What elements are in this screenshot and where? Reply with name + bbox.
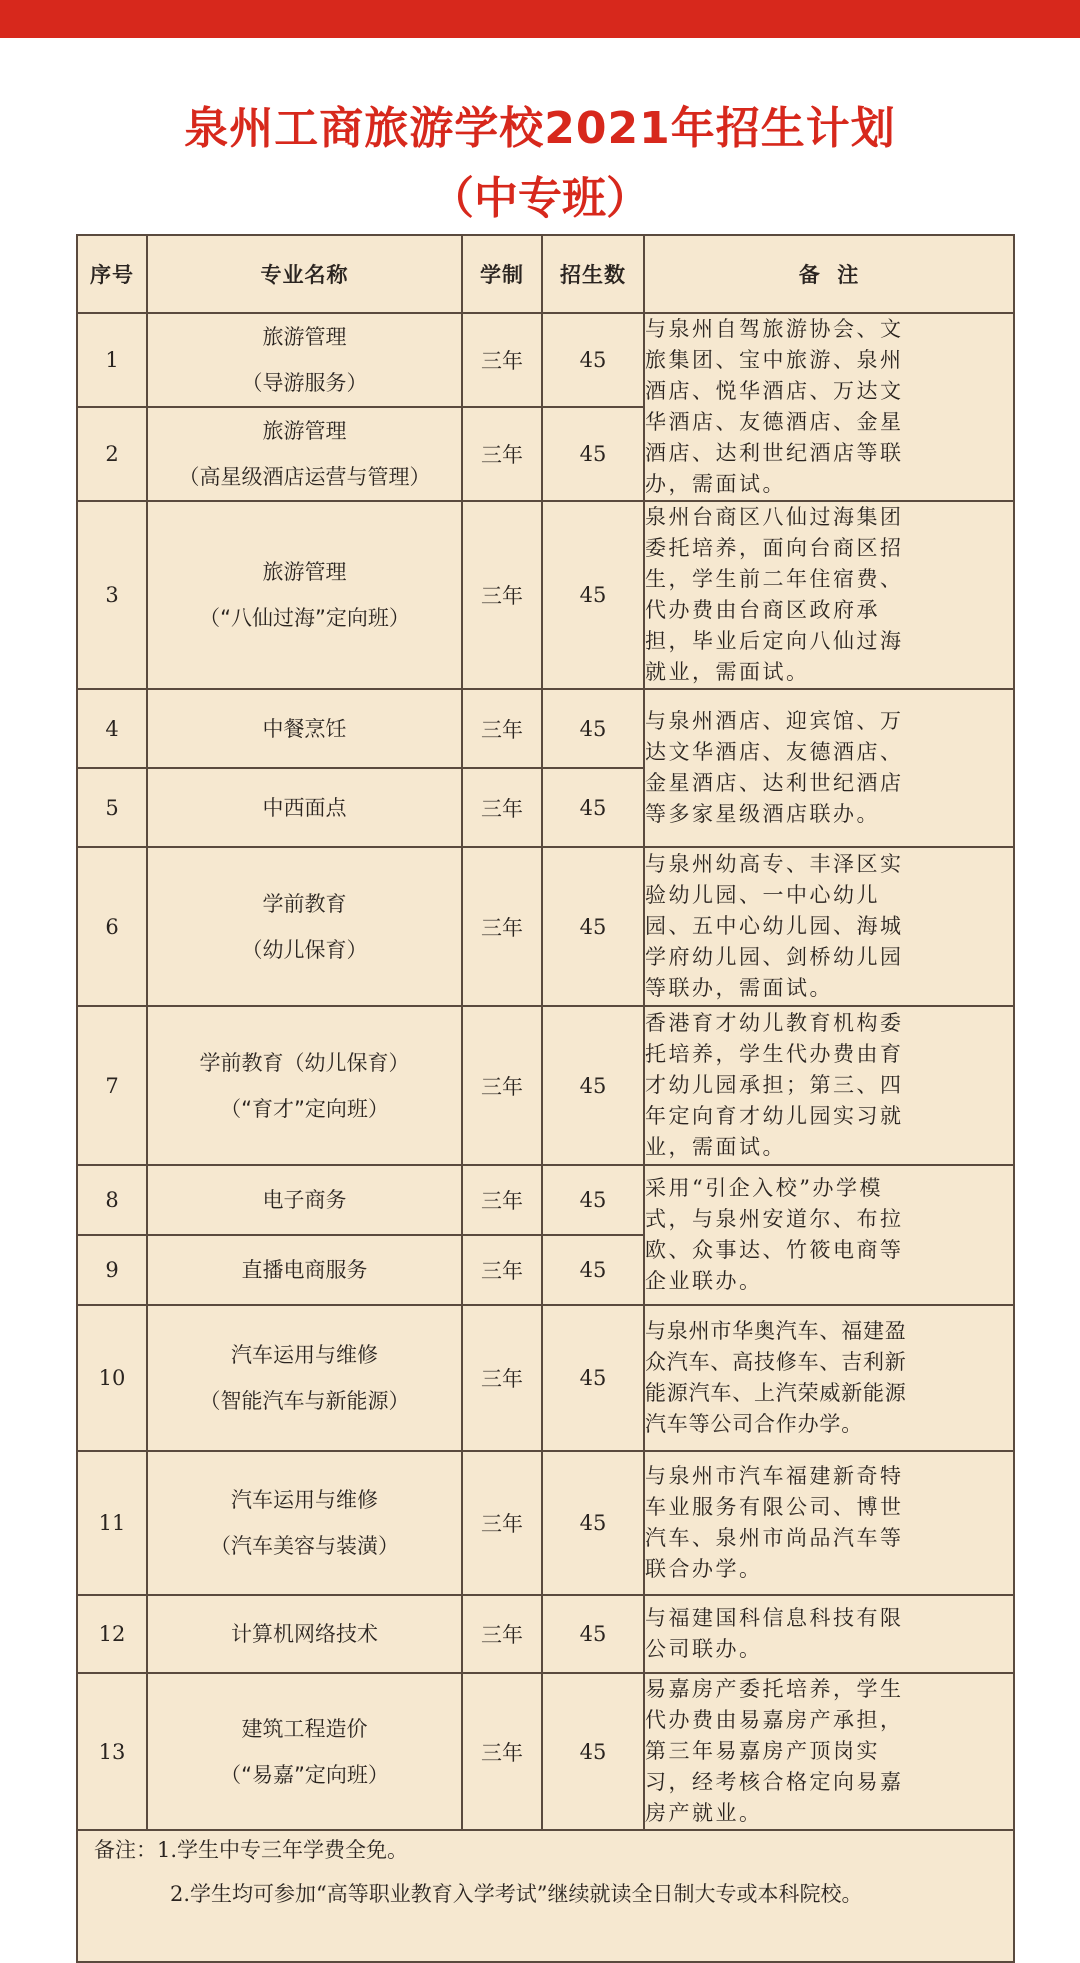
- major-name: 建筑工程造价: [241, 1716, 368, 1741]
- note-line: 联合办学。: [645, 1557, 763, 1581]
- note-line: 与泉州市华奥汽车、福建盈: [645, 1319, 907, 1343]
- table-row: [77, 1305, 1014, 1451]
- row-no: 4: [77, 689, 147, 768]
- row-count: 45: [542, 689, 644, 768]
- note-line: 业，需面试。: [645, 1135, 786, 1159]
- row-name: [147, 1235, 462, 1305]
- row-count: 45: [542, 1595, 644, 1673]
- row-name: [147, 1595, 462, 1673]
- page-subtitle: （中专班）: [430, 173, 650, 224]
- row-years: 三年: [462, 1595, 542, 1673]
- note-line: 担，毕业后定向八仙过海: [645, 629, 904, 653]
- major-name: 汽车运用与维修: [231, 1343, 378, 1367]
- row-count: 45: [542, 313, 644, 407]
- major-name: 旅游管理: [262, 560, 347, 584]
- major-name: 电子商务: [262, 1188, 347, 1212]
- enrollment-table: [76, 234, 1015, 1963]
- table-row: [77, 501, 1014, 689]
- row-years: 三年: [462, 1451, 542, 1595]
- major-direction: （“育才”定向班）: [220, 1096, 389, 1121]
- note-line: 金星酒店、达利世纪酒店: [645, 771, 904, 795]
- row-note: [644, 1006, 1014, 1165]
- note-line: 学府幼儿园、剑桥幼儿园: [645, 945, 904, 969]
- row-years: 三年: [462, 1305, 542, 1451]
- col-header-years: 学制: [462, 235, 542, 313]
- major-name: 旅游管理: [262, 325, 347, 349]
- note-line: 等联办，需面试。: [645, 976, 833, 1000]
- row-no: 12: [77, 1595, 147, 1673]
- table-row: [77, 1165, 1014, 1235]
- row-count: 45: [542, 1235, 644, 1305]
- note-line: 汽车、泉州市尚品汽车等: [645, 1526, 904, 1550]
- row-note: [644, 1305, 1014, 1451]
- note-line: 与泉州酒店、迎宾馆、万: [645, 709, 904, 733]
- row-no: 9: [77, 1235, 147, 1305]
- row-years: 三年: [462, 1006, 542, 1165]
- footnote-1: 备注：1.学生中专三年学费全免。: [94, 1838, 409, 1862]
- major-direction: （“八仙过海”定向班）: [199, 606, 410, 630]
- table-row: [77, 847, 1014, 1006]
- major-direction: （智能汽车与新能源）: [199, 1389, 410, 1413]
- table-row: [77, 689, 1014, 768]
- row-no: 6: [77, 847, 147, 1006]
- row-name: [147, 407, 462, 501]
- row-name: [147, 689, 462, 768]
- note-line: 第三年易嘉房产顶岗实: [645, 1739, 880, 1763]
- note-line: 生，学生前二年住宿费、: [645, 567, 904, 591]
- table-row: [77, 1451, 1014, 1595]
- major-name: 中西面点: [262, 795, 347, 820]
- note-line: 欧、众事达、竹筱电商等: [645, 1238, 904, 1262]
- note-line: 香港育才幼儿教育机构委: [645, 1011, 904, 1035]
- row-note: [644, 501, 1014, 689]
- row-note: [644, 847, 1014, 1006]
- row-name: [147, 768, 462, 847]
- row-years: 三年: [462, 689, 542, 768]
- table-row: [77, 1006, 1014, 1165]
- row-note: [644, 1673, 1014, 1830]
- row-count: 45: [542, 847, 644, 1006]
- table-header-row: [77, 235, 1014, 313]
- note-line: 汽车等公司合作办学。: [645, 1412, 863, 1436]
- table-row: [77, 313, 1014, 407]
- col-header-count: 招生数: [542, 235, 644, 313]
- major-direction: （汽车美容与装潢）: [210, 1534, 399, 1558]
- top-red-bar: [0, 0, 1080, 38]
- row-note: [644, 313, 1014, 501]
- note-line: 达文华酒店、友德酒店、: [645, 740, 904, 764]
- major-name: 学前教育（幼儿保育）: [199, 1050, 410, 1075]
- row-count: 45: [542, 768, 644, 847]
- major-name: 汽车运用与维修: [231, 1488, 378, 1512]
- row-years: 三年: [462, 847, 542, 1006]
- row-no: 11: [77, 1451, 147, 1595]
- note-line: 车业服务有限公司、博世: [645, 1495, 904, 1519]
- note-line: 旅集团、宝中旅游、泉州: [645, 348, 904, 372]
- row-count: 45: [542, 1673, 644, 1830]
- major-name: 计算机网络技术: [231, 1622, 378, 1646]
- note-line: 与泉州市汽车福建新奇特: [645, 1464, 904, 1488]
- major-direction: （幼儿保育）: [241, 937, 368, 962]
- note-line: 易嘉房产委托培养，学生: [645, 1677, 904, 1701]
- note-line: 房产就业。: [645, 1801, 763, 1825]
- row-count: 45: [542, 407, 644, 501]
- row-years: 三年: [462, 407, 542, 501]
- row-no: 5: [77, 768, 147, 847]
- note-line: 泉州台商区八仙过海集团: [645, 505, 904, 529]
- row-name: [147, 1451, 462, 1595]
- table-row: [77, 1673, 1014, 1830]
- row-name: [147, 847, 462, 1006]
- note-line: 采用“引企入校”办学模: [645, 1176, 883, 1200]
- row-count: 45: [542, 1006, 644, 1165]
- row-note: [644, 1165, 1014, 1305]
- row-name: [147, 1006, 462, 1165]
- note-line: 年定向育才幼儿园实习就: [645, 1104, 904, 1128]
- note-line: 办，需面试。: [645, 472, 786, 496]
- row-no: 3: [77, 501, 147, 689]
- row-years: 三年: [462, 768, 542, 847]
- row-count: 45: [542, 1305, 644, 1451]
- row-no: 1: [77, 313, 147, 407]
- row-count: 45: [542, 1451, 644, 1595]
- row-years: 三年: [462, 1235, 542, 1305]
- note-line: 华酒店、友德酒店、金星: [645, 410, 904, 434]
- note-line: 众汽车、高技修车、吉利新: [645, 1350, 907, 1374]
- row-no: 8: [77, 1165, 147, 1235]
- row-count: 45: [542, 1165, 644, 1235]
- col-header-no: 序号: [77, 235, 147, 313]
- note-line: 与福建国科信息科技有限: [645, 1606, 904, 1630]
- note-line: 代办费由易嘉房产承担，: [645, 1708, 904, 1732]
- major-name: 旅游管理: [262, 419, 347, 443]
- note-line: 习，经考核合格定向易嘉: [645, 1770, 904, 1794]
- row-name: [147, 1165, 462, 1235]
- major-name: 中餐烹饪: [262, 716, 347, 741]
- note-line: 能源汽车、上汽荣威新能源: [645, 1381, 907, 1405]
- row-name: [147, 313, 462, 407]
- row-note: [644, 1451, 1014, 1595]
- major-direction: （高星级酒店运营与管理）: [178, 465, 431, 489]
- note-line: 委托培养，面向台商区招: [645, 536, 904, 560]
- note-line: 酒店、达利世纪酒店等联: [645, 441, 904, 465]
- note-line: 企业联办。: [645, 1269, 763, 1293]
- note-line: 才幼儿园承担；第三、四: [645, 1073, 904, 1097]
- row-years: 三年: [462, 1673, 542, 1830]
- note-line: 园、五中心幼儿园、海城: [645, 914, 904, 938]
- note-line: 与泉州自驾旅游协会、文: [645, 317, 904, 341]
- note-line: 等多家星级酒店联办。: [645, 802, 880, 826]
- row-no: 2: [77, 407, 147, 501]
- note-line: 代办费由台商区政府承: [645, 598, 880, 622]
- row-no: 7: [77, 1006, 147, 1165]
- row-years: 三年: [462, 1165, 542, 1235]
- row-name: [147, 501, 462, 689]
- row-no: 10: [77, 1305, 147, 1451]
- row-name: [147, 1305, 462, 1451]
- note-line: 验幼儿园、一中心幼儿: [645, 883, 880, 907]
- major-direction: （导游服务）: [241, 371, 368, 395]
- major-direction: （“易嘉”定向班）: [220, 1762, 389, 1787]
- major-name: 直播电商服务: [241, 1258, 368, 1282]
- note-line: 酒店、悦华酒店、万达文: [645, 379, 904, 403]
- row-name: [147, 1673, 462, 1830]
- row-years: 三年: [462, 313, 542, 407]
- footnote-2: 2.学生均可参加“高等职业教育入学考试”继续就读全日制大专或本科院校。: [170, 1882, 863, 1906]
- note-line: 托培养，学生代办费由育: [645, 1042, 904, 1066]
- table-row: [77, 1595, 1014, 1673]
- col-header-note: 备 注: [644, 235, 1014, 313]
- page-title: 泉州工商旅游学校2021年招生计划: [184, 103, 896, 154]
- col-header-name: 专业名称: [147, 235, 462, 313]
- row-note: [644, 689, 1014, 847]
- row-no: 13: [77, 1673, 147, 1830]
- row-years: 三年: [462, 501, 542, 689]
- major-name: 学前教育: [262, 891, 347, 916]
- row-note: [644, 1595, 1014, 1673]
- note-line: 与泉州幼高专、丰泽区实: [645, 852, 904, 876]
- note-line: 式，与泉州安道尔、布拉: [645, 1207, 904, 1231]
- note-line: 就业，需面试。: [645, 660, 810, 684]
- row-count: 45: [542, 501, 644, 689]
- note-line: 公司联办。: [645, 1637, 763, 1661]
